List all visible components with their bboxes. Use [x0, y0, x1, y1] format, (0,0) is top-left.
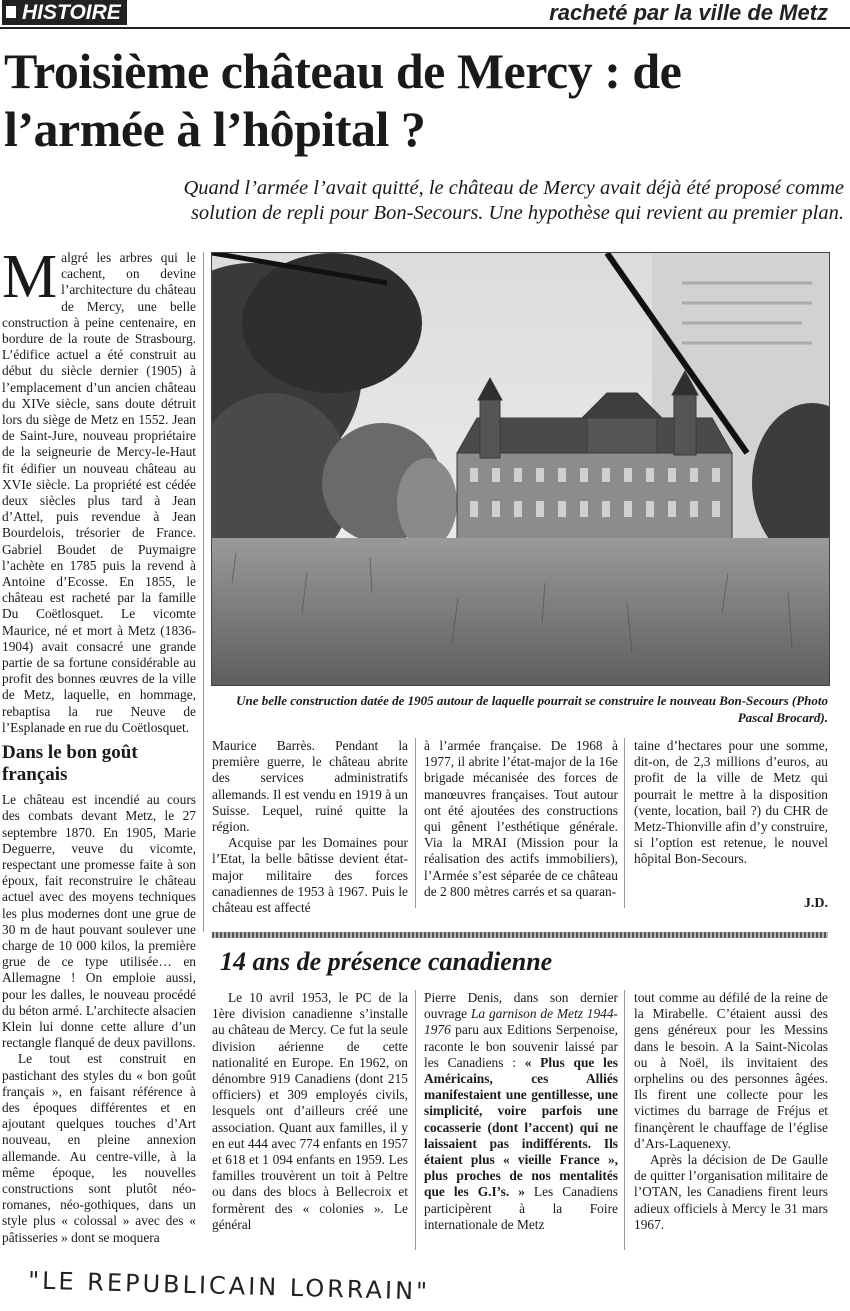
- column-divider: [624, 738, 625, 908]
- article-column-4: [634, 738, 828, 868]
- subheading: Dans le bon goût français: [2, 742, 138, 786]
- section-header: [0, 0, 850, 30]
- box-column-3: [634, 990, 828, 1233]
- paragraph: taine d’hectares pour une somme, dit-on, de 2,3 millions d’euros, au profit de la ville de Metz qui pourrait le mettre à la disposition (vente, location, bail ?) du CHR de Metz-Thionville afin d’y construire, si l’option est retenue, le nouvel hôpital Bon-Secours.: [634, 738, 828, 867]
- text-run: Pierre Denis, dans son dernier ouvrage: [424, 990, 618, 1022]
- kicker: racheté par la ville de Metz: [549, 0, 828, 25]
- paragraph: [424, 990, 618, 1233]
- rubric-label: [2, 0, 127, 25]
- chateau-photo: [211, 252, 830, 686]
- text-run: Les Canadiens participèrent à la Foire internationale de Metz: [424, 1184, 618, 1232]
- article-column-3: [424, 738, 618, 900]
- book-title: La garnison de Metz 1944-1976: [424, 1006, 618, 1038]
- paragraph: Le tout est construit en pastichant des styles du « bon goût français », en faisant référence à des époques différentes et en ajoutant quelques touches d’Art nouveau, en pleine annexion allemande. Au centre-ville, à la même époque, les nouvelles constructions sont plutôt néo-romanes, néo-gothiques, dans un style plus « colossal » avec des « pâtisseries » dont se moquera: [2, 1051, 196, 1245]
- drop-cap: M: [2, 243, 58, 311]
- paragraph: Maurice Barrès. Pendant la première guerre, le château abrite des services administratifs allemands. Il est vendu en 1919 à un Suisse. Lequel, ruiné quitte la région.: [212, 738, 408, 835]
- quote: « Plus que les Américains, ces Alliés manifestaient une gentillesse, une simplicité, voire parfois une cocasserie (dont l’accent) qui ne laissaient pas indifférents. Ils étaient plus « vieille France », plus proches de nos mentalités que les G.I’s. »: [424, 1054, 618, 1200]
- paragraph: tout comme au défilé de la reine de la Mirabelle. C’étaient aussi des gens généreux pour les Messins dans le besoin. A la Saint-Nicolas ou à Noël, ils invitaient des orphelins ou des personnes âgées. Ils firent une collecte pour les victimes du barrage de Fréjus et finançèrent le chauffage de l’église d’Ars-Laquenexy.: [634, 990, 828, 1151]
- paragraph: à l’armée française. De 1968 à 1977, il abrite l’état-major de la 16e brigade mécanisée des forces de manœuvres françaises. Tout autour ont été ajoutées des constructions qui gênent l’esthétique générale. Via la MRAI (Mission pour la réalisation des actifs immobiliers), l’Armée s’est séparée de ce château de 2 800 mètres carrés et sa quaran-: [424, 738, 618, 899]
- box-title: 14 ans de présence canadienne: [220, 947, 553, 976]
- paragraph: Le château est incendié au cours des combats devant Metz, le 27 septembre 1870. En 1905, Marie Deguerre, veuve du vicomte, respectant une promesse faite à son époux, fait reconstruire le château actuel avec des moyens techniques les plus modernes dont une grue de 30 m de haut pouvant soulever une charge de 10 000 kilos, la première grue de ce type utilisée… en Allemagne ! On emploie aussi, pour les dalles, le nouveau procédé du béton armé. L’architecte alsacien Klein lui donne cette allure d’un rectangle flanqué de deux pavillons.: [2, 792, 196, 1051]
- intro-paragraph: [2, 243, 196, 736]
- square-icon: [6, 6, 16, 18]
- box-column-1: [212, 990, 408, 1233]
- intro-text: algré les arbres qui le cachent, on devine l’architecture du château de Mercy, une belle construction à peine centenaire, en bordure de la route de Strasbourg. L’édifice actuel a été construit au début du siècle dernier (1905) à l’emplacement d’un ancien château du XIVe siècle, sans doute détruit lors du siège de Metz en 1552. Jean de Saint-Jure, nouveau propriétaire de la seigneurie de Mercy-le-Haut fit édifier un nouveau château au XVIe siècle. La propriété est cédée deux siècles plus tard à Jean d’Attel, puis revendue à Jean Bourdelois, trésorier de France. Gabriel Boudet de Puymaigre l’achète en 1785 puis la revend à Antoine d’Ecosse. En 1855, le château est racheté par la famille Du Coëtlosquet. Le vicomte Maurice, né et mort à Metz (1836-1904) avait consacré une grande partie de sa fortune considérable au profit des bonnes œuvres de la ville de Metz, laquelle, en hommage, rebaptisa la rue Neuve de l’Esplanade en rue du Coëtlosquet.: [2, 250, 196, 735]
- column-divider: [624, 990, 625, 1250]
- article-column-2: [212, 738, 408, 916]
- box-column-2: [424, 990, 618, 1233]
- standfirst: Quand l’armée l’avait quitté, le château de Mercy avait déjà été proposé comme solution de repli pour Bon-Secours. Une hypothèse qui revient au premier plan.: [183, 177, 844, 224]
- text-run: paru aux Editions Serpenoise, raconte le bon souvenir laissé par les Canadiens :: [424, 1022, 618, 1070]
- paragraph: Après la décision de De Gaulle de quitter l’organisation militaire de l’OTAN, les Canadiens firent leurs adieux officiels à Mercy le 31 mars 1967.: [634, 1152, 828, 1232]
- headline: Troisième château de Mercy : de l’armée à l’hôpital ?: [4, 43, 682, 157]
- column-divider: [415, 990, 416, 1250]
- article-column-1: [2, 243, 196, 1246]
- paragraph: Le 10 avril 1953, le PC de la 1ère division canadienne s’installe au château de Mercy. Ce fut la seule division aérienne de cette nationalité en Europe. En 1962, on dénombre 919 Canadiens (dont 215 officiers) et 309 employés civils, lesquels ont d’ailleurs créé une association. Quant aux familles, il y en eut 444 avec 774 enfants en 1957 et 618 et 1 094 enfants en 1959. Les familles trouvèrent un toit à Peltre ou dans des blocs à Bellecroix et formèrent des « colonies ». Le général: [212, 990, 408, 1232]
- handwritten-source-note: "LE REPUBLICAIN LORRAIN": [27, 1266, 431, 1306]
- author-signature: J.D.: [803, 896, 828, 911]
- rubric-text: HISTOIRE: [22, 1, 121, 24]
- column-divider: [415, 738, 416, 908]
- header-rule: [0, 27, 850, 29]
- chateau-illustration: [212, 253, 829, 685]
- column-divider: [203, 252, 204, 932]
- photo-caption: Une belle construction datée de 1905 autour de laquelle pourrait se construire le nouveau Bon-Secours (Photo Pascal Brocard).: [236, 693, 828, 725]
- paragraph: Acquise par les Domaines pour l’Etat, la belle bâtisse devient état-major militaire des forces canadiennes de 1953 à 1967. Puis le château est affecté: [212, 835, 408, 916]
- box-top-rule: [212, 932, 828, 938]
